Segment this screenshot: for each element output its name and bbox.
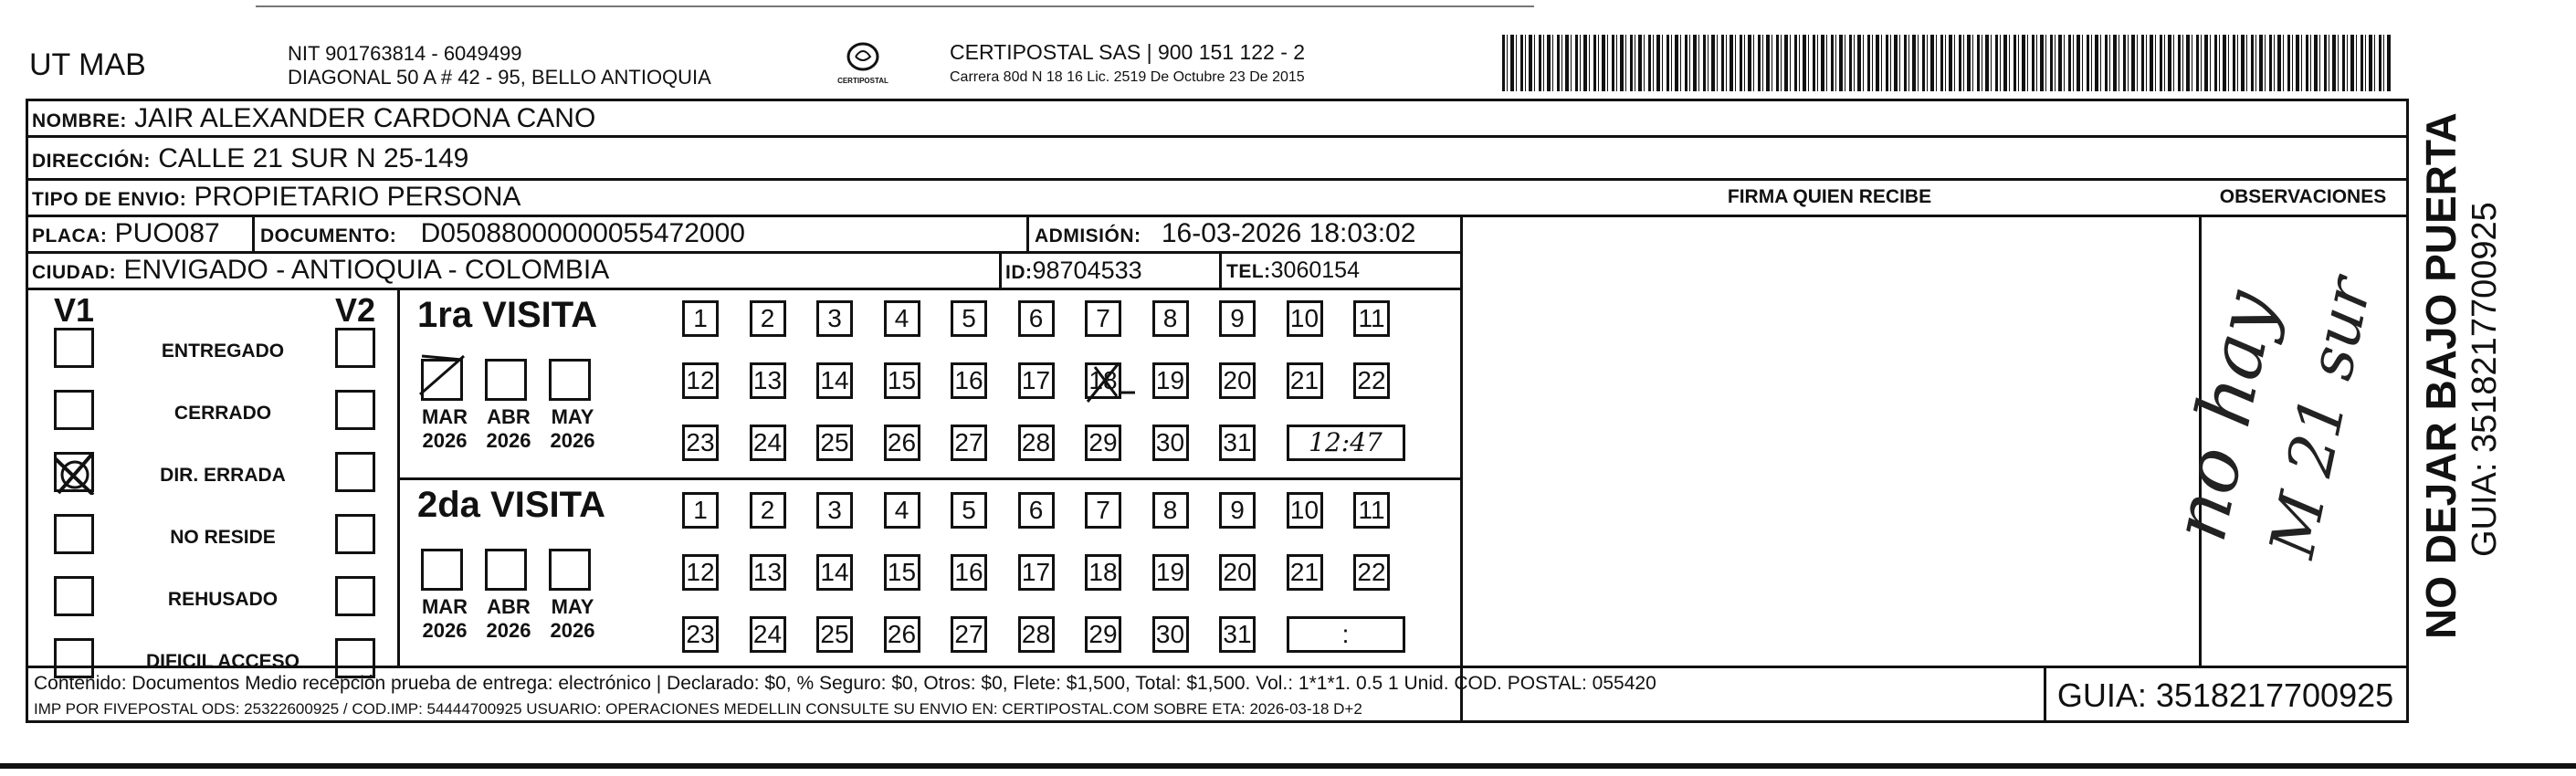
- month-checkbox[interactable]: [421, 359, 463, 401]
- nombre-label: NOMBRE:: [32, 110, 127, 131]
- day-box[interactable]: 3: [816, 492, 853, 529]
- firma-header: FIRMA QUIEN RECIBE: [1727, 186, 1932, 207]
- documento-value: D05088000000055472000: [420, 218, 745, 248]
- day-box[interactable]: 2: [750, 300, 786, 337]
- month-checkbox[interactable]: [549, 549, 591, 591]
- delivery-form: [26, 99, 2409, 723]
- id-row: [1005, 253, 1142, 290]
- documento-label: DOCUMENTO:: [260, 225, 397, 246]
- v2-header: V2: [335, 291, 376, 329]
- day-box[interactable]: 21: [1287, 554, 1323, 591]
- second-visit-title: 2da VISITA: [417, 485, 605, 525]
- day-box[interactable]: 25: [816, 425, 853, 461]
- status-label: ENTREGADO: [161, 341, 285, 362]
- year-label: 2026: [486, 619, 531, 642]
- day-box[interactable]: 24: [750, 425, 786, 461]
- col-line: [999, 251, 1002, 288]
- day-box[interactable]: 26: [884, 616, 920, 653]
- logo: [831, 37, 895, 93]
- ciudad-row: [32, 253, 609, 290]
- day-box[interactable]: 13: [750, 554, 786, 591]
- day-box[interactable]: 4: [884, 300, 920, 337]
- day-box[interactable]: 19: [1152, 362, 1189, 399]
- day-box[interactable]: 30: [1152, 616, 1189, 653]
- day-box[interactable]: 6: [1018, 300, 1055, 337]
- day-box[interactable]: 2: [750, 492, 786, 529]
- status-label: DIR. ERRADA: [160, 465, 286, 486]
- day-box[interactable]: 16: [951, 554, 987, 591]
- month-label: MAR: [421, 595, 468, 618]
- time-box[interactable]: 12:47: [1287, 425, 1405, 461]
- day-box[interactable]: 28: [1018, 425, 1055, 461]
- day-box[interactable]: 9: [1219, 492, 1256, 529]
- day-box[interactable]: 23: [682, 425, 719, 461]
- day-box[interactable]: 11: [1353, 492, 1390, 529]
- status-label: NO RESIDE: [170, 527, 276, 548]
- v1-header: V1: [54, 291, 95, 329]
- year-label: 2026: [550, 619, 595, 642]
- v1-checkbox[interactable]: [54, 514, 94, 554]
- tipo-label: TIPO DE ENVIO:: [32, 189, 187, 210]
- tel-value: 3060154: [1270, 257, 1360, 283]
- day-box[interactable]: 24: [750, 616, 786, 653]
- day-box[interactable]: 25: [816, 616, 853, 653]
- row-line: [28, 666, 2407, 668]
- barcode: [1502, 35, 2392, 91]
- month-label: ABR: [487, 405, 531, 428]
- direccion-value: CALLE 21 SUR N 25-149: [158, 143, 469, 173]
- day-box[interactable]: 7: [1085, 300, 1121, 337]
- bottom-rule: [0, 763, 2576, 769]
- day-box[interactable]: 28: [1018, 616, 1055, 653]
- footer-content: Contenido: Documentos Medio recepción prueba de entrega: electrónico | Declarado: $0, % Seguro: $0, Otros: $0, Flete: $1,500, Total: $1,500. Vol.: 1*1*1. 0.5 1 Unid. COD. POSTAL: 055420: [34, 673, 1656, 694]
- company-license: Carrera 80d N 18 16 Lic. 2519 De Octubre 23 De 2015: [950, 69, 1305, 85]
- id-label: ID:: [1005, 262, 1033, 283]
- day-box[interactable]: 6: [1018, 492, 1055, 529]
- col-line: [252, 215, 255, 251]
- day-box[interactable]: 12: [682, 362, 719, 399]
- month-label: MAY: [551, 595, 594, 618]
- ciudad-label: CIUDAD:: [32, 262, 117, 283]
- col-line: [1460, 215, 1463, 666]
- day-box[interactable]: 3: [816, 300, 853, 337]
- sender-address: DIAGONAL 50 A # 42 - 95, BELLO ANTIOQUIA: [288, 66, 711, 89]
- day-box[interactable]: 1: [682, 300, 719, 337]
- observation-handwriting: no hay: [2156, 283, 2294, 549]
- day-box[interactable]: 10: [1287, 300, 1323, 337]
- day-box[interactable]: 26: [884, 425, 920, 461]
- day-box[interactable]: 29: [1085, 616, 1121, 653]
- placa-row: [32, 216, 220, 254]
- check-mark-icon: [416, 352, 471, 398]
- day-box[interactable]: 23: [682, 616, 719, 653]
- day-box[interactable]: 5: [951, 492, 987, 529]
- day-box[interactable]: 13: [750, 362, 786, 399]
- month-label: ABR: [487, 595, 531, 618]
- logo-text: CERTIPOSTAL: [837, 77, 888, 85]
- admision-label: ADMISIÓN:: [1035, 225, 1141, 246]
- day-box[interactable]: 11: [1353, 300, 1390, 337]
- status-label: DIFICIL ACCESO: [145, 651, 300, 672]
- day-box[interactable]: 15: [884, 362, 920, 399]
- day-box[interactable]: 14: [816, 554, 853, 591]
- placa-label: PLACA:: [32, 225, 108, 246]
- day-box[interactable]: 20: [1219, 554, 1256, 591]
- side-guia: GUIA: 3518217700925: [2466, 202, 2504, 557]
- tel-label: TEL:: [1226, 261, 1271, 282]
- day-box[interactable]: 31: [1219, 425, 1256, 461]
- day-box[interactable]: 16: [951, 362, 987, 399]
- status-label: REHUSADO: [167, 589, 279, 610]
- tipo-row: [32, 180, 520, 217]
- day-box[interactable]: 15: [884, 554, 920, 591]
- first-visit-title: 1ra VISITA: [417, 295, 598, 335]
- direccion-label: DIRECCIÓN:: [32, 151, 151, 172]
- status-label: CERRADO: [173, 403, 272, 424]
- v1-checkbox[interactable]: [54, 390, 94, 430]
- day-box[interactable]: 17: [1018, 554, 1055, 591]
- month-checkbox[interactable]: [485, 549, 527, 591]
- day-box[interactable]: 27: [951, 425, 987, 461]
- day-box[interactable]: 8: [1152, 300, 1189, 337]
- day-box[interactable]: 7: [1085, 492, 1121, 529]
- day-box[interactable]: 1: [682, 492, 719, 529]
- day-box[interactable]: 22: [1353, 554, 1390, 591]
- day-box[interactable]: 27: [951, 616, 987, 653]
- day-box[interactable]: 19: [1152, 554, 1189, 591]
- year-label: 2026: [422, 429, 468, 452]
- day-box[interactable]: 22: [1353, 362, 1390, 399]
- footer-imp: IMP POR FIVEPOSTAL ODS: 25322600925 / COD.IMP: 54444700925 USUARIO: OPERACIONES MEDELLIN CONSULTE SU ENVIO EN: CERTIPOSTAL.COM SOBRE ETA: 2026-03-18 D+2: [34, 700, 1362, 718]
- tel-row: [1226, 253, 1360, 289]
- month-label: MAR: [421, 405, 468, 428]
- time-box[interactable]: :: [1287, 616, 1405, 653]
- observaciones-header: OBSERVACIONES: [2219, 186, 2387, 207]
- tipo-value: PROPIETARIO PERSONA: [194, 182, 521, 212]
- day-box[interactable]: 4: [884, 492, 920, 529]
- day-box[interactable]: 12: [682, 554, 719, 591]
- sender-name: UT MAB: [29, 47, 146, 82]
- day-box[interactable]: 14: [816, 362, 853, 399]
- top-rule: [256, 5, 1534, 7]
- month-checkbox[interactable]: [485, 359, 527, 401]
- day-box[interactable]: 21: [1287, 362, 1323, 399]
- col-line: [1219, 251, 1222, 288]
- year-label: 2026: [550, 429, 595, 452]
- v1-checkbox[interactable]: [54, 576, 94, 616]
- admision-value: 16-03-2026 18:03:02: [1161, 218, 1416, 248]
- month-checkbox[interactable]: [421, 549, 463, 591]
- col-line: [397, 288, 400, 666]
- placa-value: PUO087: [114, 218, 220, 248]
- admision-row: [1035, 216, 1415, 254]
- cross-mark-icon: [1082, 360, 1137, 405]
- footer-guia: GUIA: 3518217700925: [2056, 676, 2394, 714]
- side-warning: NO DEJAR BAJO PUERTA: [2417, 112, 2465, 639]
- nombre-row: [32, 101, 595, 139]
- documento-row: [260, 216, 745, 254]
- ciudad-value: ENVIGADO - ANTIOQUIA - COLOMBIA: [123, 255, 610, 285]
- id-value: 98704533: [1032, 257, 1142, 284]
- month-label: MAY: [551, 405, 594, 428]
- v1-checkbox[interactable]: [54, 328, 94, 368]
- visit-divider: [397, 477, 1460, 480]
- day-box[interactable]: 17: [1018, 362, 1055, 399]
- day-box[interactable]: 10: [1287, 492, 1323, 529]
- nombre-value: JAIR ALEXANDER CARDONA CANO: [134, 103, 596, 133]
- day-box[interactable]: 30: [1152, 425, 1189, 461]
- day-box[interactable]: 29: [1085, 425, 1121, 461]
- direccion-row: [32, 142, 468, 179]
- day-box[interactable]: 8: [1152, 492, 1189, 529]
- day-box[interactable]: 18: [1085, 362, 1121, 399]
- year-label: 2026: [422, 619, 468, 642]
- col-line: [1026, 215, 1029, 251]
- day-box[interactable]: 5: [951, 300, 987, 337]
- month-checkbox[interactable]: [549, 359, 591, 401]
- day-box[interactable]: 9: [1219, 300, 1256, 337]
- v1-checkbox[interactable]: [54, 452, 94, 492]
- day-box[interactable]: 20: [1219, 362, 1256, 399]
- company-name: CERTIPOSTAL SAS | 900 151 122 - 2: [950, 40, 1306, 64]
- day-box[interactable]: 31: [1219, 616, 1256, 653]
- day-box[interactable]: 18: [1085, 554, 1121, 591]
- year-label: 2026: [486, 429, 531, 452]
- sender-nit: NIT 901763814 - 6049499: [288, 42, 522, 65]
- observation-handwriting-2: M 21 sur: [2256, 271, 2386, 564]
